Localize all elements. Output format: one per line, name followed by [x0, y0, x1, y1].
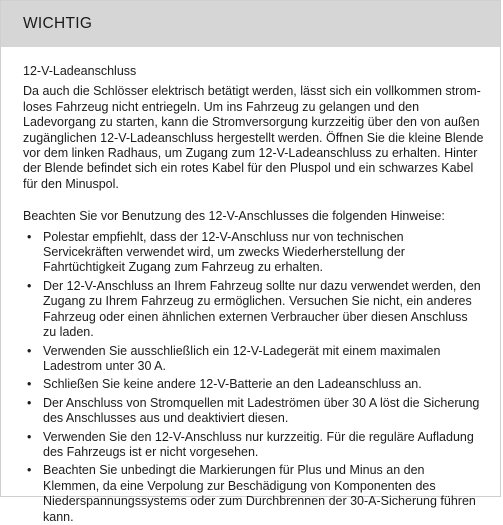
bullet-icon: •: [27, 343, 32, 358]
bullet-icon: •: [27, 278, 32, 293]
list-item: [23, 377, 484, 392]
notice-header: [1, 1, 500, 47]
notice-bullet-list: [23, 230, 484, 525]
list-item-text: Polestar empfiehlt, dass der 12-V-Anschluss nur von technischen Servicekräften verwendet wird, um zwecks Wiederherstellung der Fahrtüchtigkeit Zugang zum Fahrzeug zu erhalten.: [43, 229, 405, 275]
list-item: [23, 430, 484, 461]
bullet-icon: •: [27, 229, 32, 244]
bullet-icon: •: [27, 463, 32, 478]
list-item-text: Der Anschluss von Stromquellen mit Ladeströmen über 30 A löst die Sicherung des Anschlusses aus und deaktiviert diesen.: [43, 395, 480, 426]
list-item-text: Beachten Sie unbedingt die Markierungen für Plus und Minus an den Klemmen, da eine Verpolung zur Beschädigung von Komponenten des Niederspannungssystems oder zum Durchbrennen der 30-A-Sicherung führen kann.: [43, 463, 476, 524]
notice-paragraph: Da auch die Schlösser elektrisch betätigt werden, lässt sich ein vollkommen stromloses Fahrzeug nicht entriegeln. Um ins Fahrzeug zu gelangen und den Ladevorgang zu starten, kann die Stromversorgung kurzzeitig über den von außen zugänglichen 12-V-Ladeanschluss hergestellt werden. Öffnen Sie die kleine Blende vor dem linken Radhaus, um Zugang zum 12-V-Ladeanschluss zu erhalten. Hinter der Blende befindet sich ein rotes Kabel für den Pluspol und ein schwarzes Kabel für den Minuspol.: [23, 84, 484, 191]
list-item-text: Schließen Sie keine andere 12-V-Batterie an den Ladeanschluss an.: [43, 377, 422, 392]
list-item: [23, 463, 484, 525]
notice-subtitle: 12-V-Ladeanschluss: [23, 64, 137, 78]
list-item-text: Verwenden Sie ausschließlich ein 12-V-Ladegerät mit einem maximalen Ladestrom unter 30 A.: [43, 343, 441, 373]
list-item: [23, 396, 484, 427]
list-item: [23, 230, 484, 276]
notice-intro: Beachten Sie vor Benutzung des 12-V-Anschlusses die folgenden Hinweise:: [23, 209, 445, 224]
list-item: [23, 279, 484, 341]
bullet-icon: •: [27, 377, 32, 392]
list-item: [23, 344, 484, 375]
notice-title: WICHTIG: [23, 15, 93, 32]
list-item-text: Verwenden Sie den 12-V-Anschluss nur kurzzeitig. Für die reguläre Aufladung des Fahrzeugs ist er nicht vorgesehen.: [43, 429, 474, 459]
notice-body: [1, 47, 500, 525]
list-item-text: Der 12-V-Anschluss an Ihrem Fahrzeug sollte nur dazu verwendet werden, den Zugang zu Ihrem Fahrzeug zu ermöglichen. Versuchen Sie nicht, ein anderes Fahrzeug oder einen ähnlichen externen Verbraucher über diesen Anschluss zu laden.: [43, 278, 481, 340]
bullet-icon: •: [27, 429, 32, 444]
bullet-icon: •: [27, 395, 32, 410]
